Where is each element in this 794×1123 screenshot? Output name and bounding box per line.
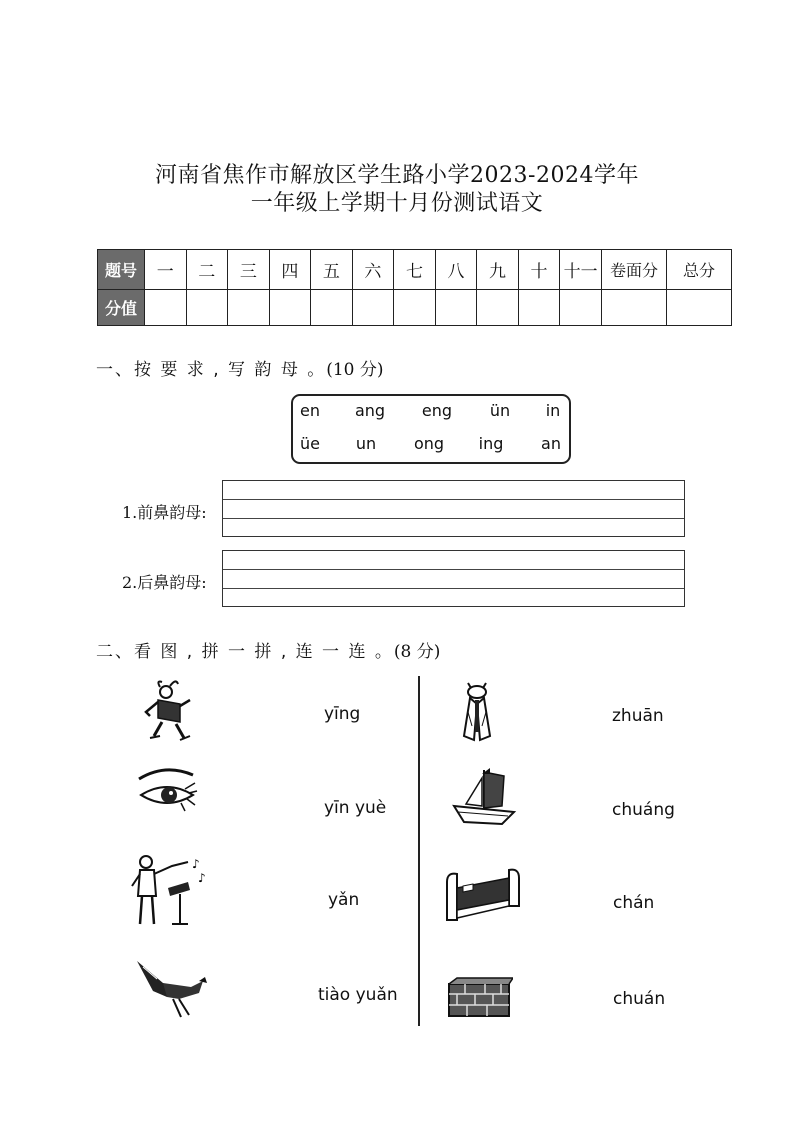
score-cell[interactable] (394, 289, 436, 325)
pinyin-right-1[interactable]: zhuān (612, 706, 664, 726)
writing-line (223, 569, 684, 570)
eye-icon (135, 765, 199, 817)
section1-heading (96, 355, 384, 380)
score-table-row-score (98, 289, 732, 325)
final-item: ün (489, 401, 511, 420)
final-item: an (541, 434, 561, 453)
score-table-col: 七 (394, 250, 436, 290)
score-cell[interactable] (667, 289, 732, 325)
score-cell[interactable] (145, 289, 187, 325)
score-table-col: 十一 (560, 250, 602, 290)
section1-heading-text: 一、按 要 求 , 写 韵 母 。 (96, 360, 327, 380)
score-cell[interactable] (352, 289, 394, 325)
score-table-col: 三 (228, 250, 270, 290)
final-item: un (355, 434, 377, 453)
bed-icon (443, 866, 523, 924)
score-table-col: 九 (477, 250, 519, 290)
score-table-col: 六 (352, 250, 394, 290)
score-table-col: 八 (435, 250, 477, 290)
final-item: üe (300, 434, 320, 453)
score-cell[interactable] (228, 289, 270, 325)
finals-row-2 (293, 434, 569, 460)
score-table-col: 卷面分 (602, 250, 667, 290)
pinyin-left-2[interactable]: yīn yuè (324, 798, 387, 818)
eagle-icon (133, 957, 209, 1023)
pinyin-right-4[interactable]: chuán (613, 989, 666, 1009)
final-item: ing (478, 434, 504, 453)
pinyin-right-3[interactable]: chán (613, 893, 655, 913)
page-title-line1: 河南省焦作市解放区学生路小学2023-2024学年 (155, 163, 639, 188)
score-cell[interactable] (311, 289, 353, 325)
final-item: in (545, 401, 561, 420)
cicada-icon (460, 682, 494, 742)
score-cell[interactable] (186, 289, 228, 325)
column-divider (418, 676, 420, 1026)
score-cell[interactable] (269, 289, 311, 325)
pinyin-left-3[interactable]: yǎn (328, 890, 360, 910)
score-table-col: 五 (311, 250, 353, 290)
score-table-col: 总分 (667, 250, 732, 290)
writing-line (223, 518, 684, 519)
pinyin-right-2[interactable]: chuáng (612, 800, 675, 820)
score-cell[interactable] (518, 289, 560, 325)
q2-label: 2.后鼻韵母: (122, 573, 207, 592)
writing-line (223, 499, 684, 500)
score-table-header-number: 题号 (98, 250, 145, 290)
pinyin-left-1[interactable]: yīng (324, 704, 361, 724)
score-cell[interactable] (602, 289, 667, 325)
brick-wall-icon (445, 976, 513, 1020)
score-table-col: 十 (518, 250, 560, 290)
final-item: ong (413, 434, 445, 453)
svg-text:♪: ♪ (192, 857, 200, 871)
pinyin-left-4[interactable]: tiào yuǎn (318, 985, 398, 1005)
writing-line (223, 588, 684, 589)
final-item: en (300, 401, 320, 420)
section2-heading-text: 二、看 图 , 拼 一 拼 , 连 一 连 。 (96, 642, 394, 662)
section2-points: (8 分) (393, 642, 441, 662)
q2-answer-lines[interactable] (222, 550, 685, 607)
score-table-header-score: 分值 (98, 289, 145, 325)
score-table-row-number (98, 250, 732, 290)
score-table-col: 二 (186, 250, 228, 290)
long-jump-girl-icon (140, 678, 196, 744)
final-item: ang (354, 401, 386, 420)
section1-points: (10 分) (326, 360, 384, 380)
finals-row-1 (293, 401, 569, 427)
sailboat-icon (452, 766, 518, 828)
conductor-icon (128, 852, 210, 926)
score-table-col: 一 (145, 250, 187, 290)
score-cell[interactable] (560, 289, 602, 325)
score-cell[interactable] (477, 289, 519, 325)
score-table-col: 四 (269, 250, 311, 290)
score-table (97, 249, 732, 326)
q1-answer-lines[interactable] (222, 480, 685, 537)
q1-label: 1.前鼻韵母: (122, 503, 207, 522)
score-cell[interactable] (435, 289, 477, 325)
svg-text:♪: ♪ (198, 871, 206, 885)
page-title-line2: 一年级上学期十月份测试语文 (250, 191, 544, 216)
finals-box (291, 394, 571, 464)
section2-heading (96, 637, 440, 662)
final-item: eng (421, 401, 453, 420)
